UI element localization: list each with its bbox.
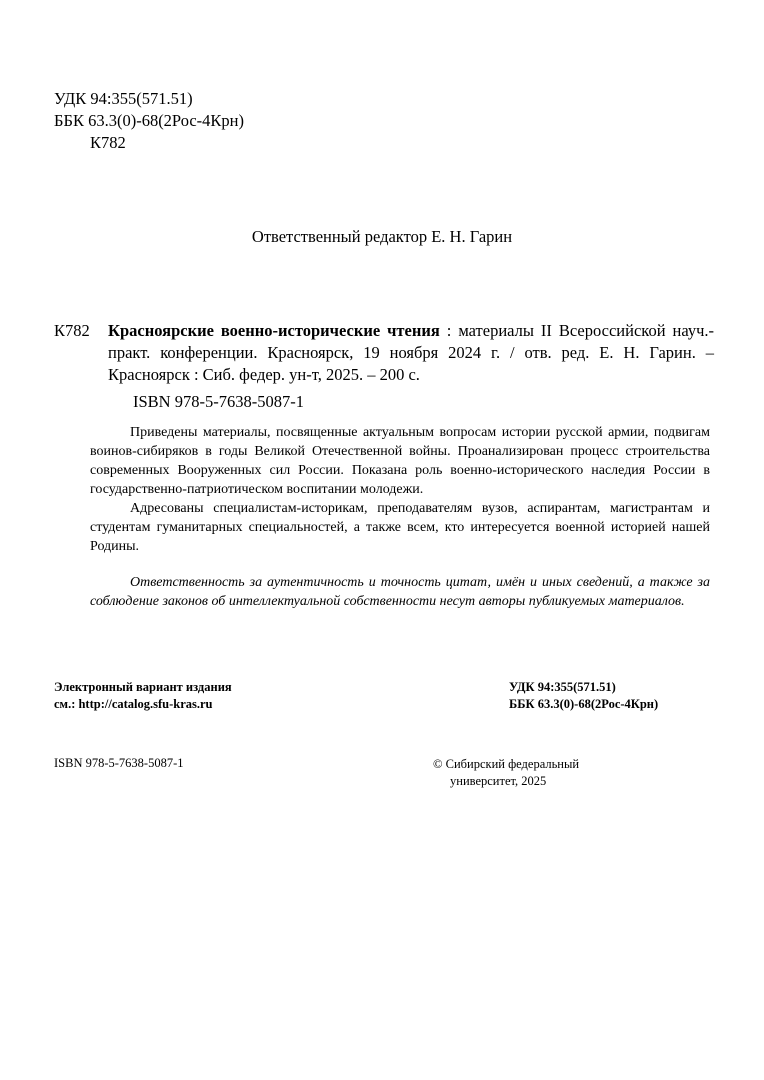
entry-title: Красноярские военно-исторические чтения — [108, 321, 440, 340]
bibliographic-entry — [54, 320, 714, 386]
annotation — [90, 423, 710, 611]
copyright — [433, 756, 579, 790]
electronic-version-label: Электронный вариант издания — [54, 680, 232, 694]
classification-codes — [54, 88, 244, 154]
annotation-paragraph-1: Приведены материалы, посвященные актуальным вопросам истории русской армии, подвигам воинов-сибиряков в годы Великой Отечественной войны. Проанализирован процесс строительства современных Вооруженных сил России. Показана роль военно-исторического наследия России в государственно-патриотическом воспитании молодежи. — [90, 425, 710, 497]
responsibility-note: Ответственность за аутентичность и точность цитат, имён и иных сведений, а также за соблюдение законов об интеллектуальной собственности несут авторы публикуемых материалов. — [90, 575, 710, 609]
bottom-udk-code: УДК 94:355(571.51) — [509, 680, 616, 694]
entry-isbn: ISBN 978-5-7638-5087-1 — [133, 392, 304, 411]
entry-author-mark: К782 — [54, 321, 90, 340]
copyright-line-2: университет, 2025 — [450, 774, 547, 788]
footer-isbn: ISBN 978-5-7638-5087-1 — [54, 756, 184, 770]
bottom-bbk-code: ББК 63.3(0)-68(2Рос-4Крн) — [509, 697, 659, 711]
annotation-paragraph-2: Адресованы специалистам-историкам, преподавателям вузов, аспирантам, магистрантам и студентам гуманитарных специальностей, а также всем, кто интересуется военной историей нашей Родины. — [90, 501, 710, 554]
entry-description-text: : материалы II Всероссийской науч.-практ. конференции. Красноярск, 19 ноября 2024 г. / отв. ред. Е. Н. Гарин. – Красноярск : Сиб. федер. ун-т, 2025. – 200 с. — [108, 321, 714, 384]
udk-code: УДК 94:355(571.51) — [54, 89, 193, 108]
author-mark: К782 — [90, 133, 126, 152]
editor-line: Ответственный редактор Е. Н. Гарин — [251, 227, 513, 246]
entry-description — [108, 320, 714, 386]
electronic-version-info — [54, 679, 232, 713]
catalog-link: см.: http://catalog.sfu-kras.ru — [54, 697, 213, 711]
bbk-code: ББК 63.3(0)-68(2Рос-4Крн) — [54, 111, 245, 130]
copyright-line-1: © Сибирский федеральный — [433, 757, 580, 771]
bottom-classification-codes — [509, 679, 658, 713]
